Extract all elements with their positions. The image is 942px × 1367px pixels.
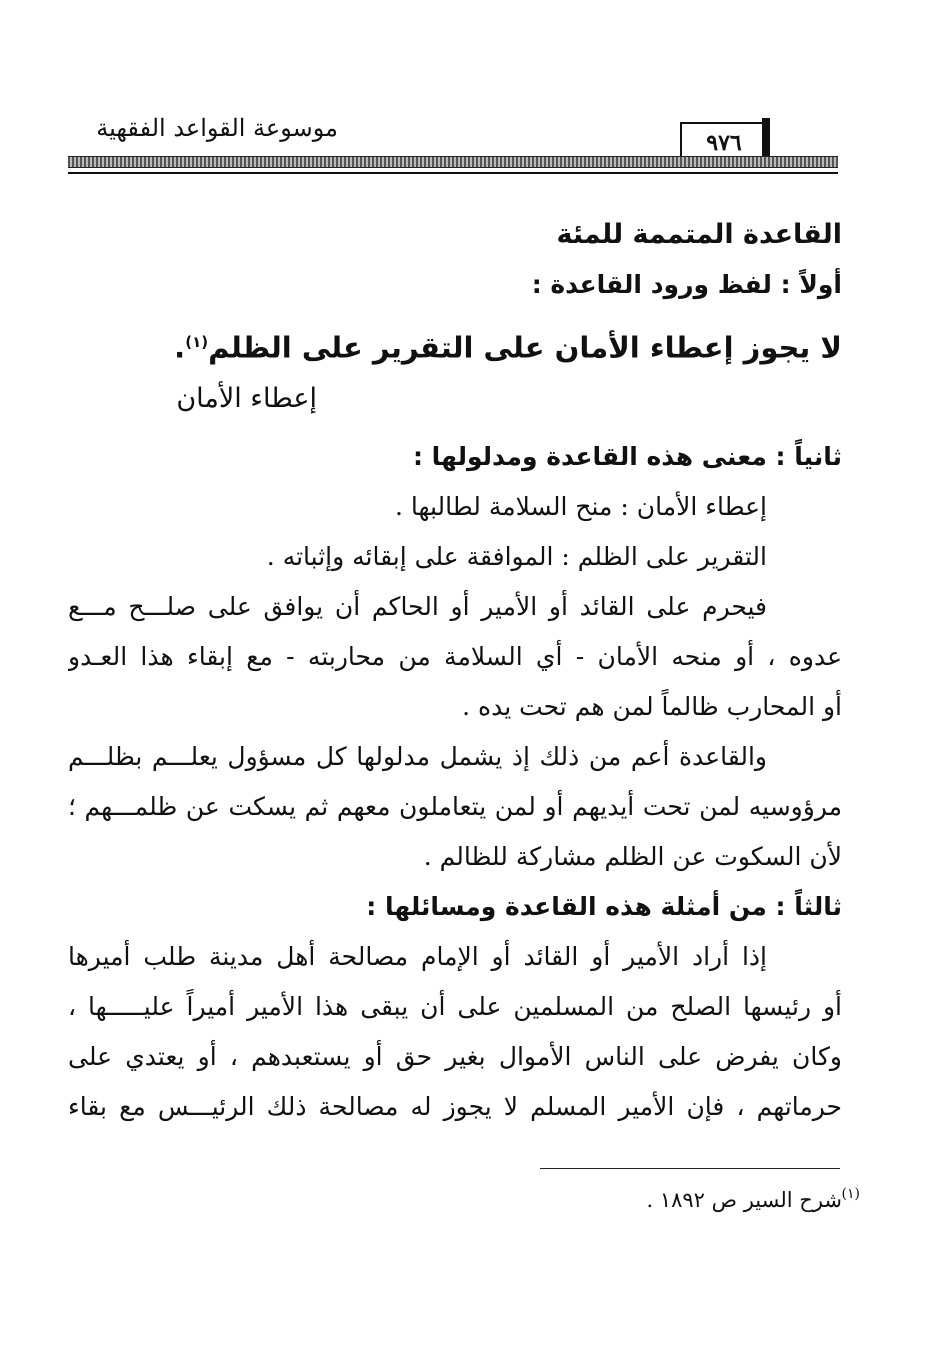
main-content [68,210,842,1132]
subheading: إعطاء الأمان [176,383,317,414]
page-header [68,100,838,180]
page-number: ٩٧٦ [680,122,768,164]
paragraph-3-line-4: حرماتهم ، فإن الأمير المسلم لا يجوز له مصالحة ذلك الرئيـــس مع بقاء [68,1092,842,1121]
heading-first: أولاً : لفظ ورود القاعدة : [531,270,842,299]
header-hatched-rule [68,156,838,168]
paragraph-1-line-3: أو المحارب ظالماً لمن هم تحت يده . [462,692,842,721]
paragraph-2-line-2: مرؤوسيه لمن تحت أيديهم أو لمن يتعاملون معهم ثم يسكت عن ظلمـــهم ؛ [68,792,842,821]
header-thin-rule [68,172,838,174]
footnote-text: شرح السير ص ١٨٩٢ . [646,1188,842,1212]
paragraph-1-line-2: عدوه ، أو منحه الأمان - أي السلامة من محاربته - مع إبقاء هذا العـدو [68,642,842,671]
paragraph-3-line-2: أو رئيسها الصلح من المسلمين على أن يبقى هذا الأمير أميراً عليـــــها ، [68,992,842,1021]
definition-1: إعطاء الأمان : منح السلامة لطالبها . [394,492,767,521]
heading-second: ثانياً : معنى هذه القاعدة ومدلولها : [412,442,842,471]
rule-statement [68,310,842,374]
paragraph-3-line-3: وكان يفرض على الناس الأموال بغير حق أو يستعبدهم ، أو يعتدي على [68,1042,842,1071]
paragraph-3-line-1: إذا أراد الأمير أو القائد أو الإمام مصالحة أهل مدينة طلب أميرها [68,942,767,971]
section-title: القاعدة المتممة للمئة [556,219,842,250]
footnote-reference: (١) [185,333,209,351]
heading-third: ثالثاً : من أمثلة هذه القاعدة ومسائلها : [366,892,842,921]
paragraph-2-line-3: لأن السكوت عن الظلم مشاركة للظالم . [423,842,842,871]
rule-end: . [174,330,186,365]
definition-2: التقرير على الظلم : الموافقة على إبقائه وإثباته . [266,542,767,571]
paragraph-2-line-1: والقاعدة أعم من ذلك إذ يشمل مدلولها كل مسؤول يعلـــم بظلـــم [68,742,767,771]
footnote-marker: (١) [841,1186,860,1202]
rule-text: لا يجوز إعطاء الأمان على التقرير على الظلم [208,330,842,365]
footnote-separator [540,1168,840,1169]
running-header-title: موسوعة القواعد الفقهية [96,114,338,142]
paragraph-1-line-1: فيحرم على القائد أو الأمير أو الحاكم أن يوافق على صلـــح مـــع [68,592,767,621]
